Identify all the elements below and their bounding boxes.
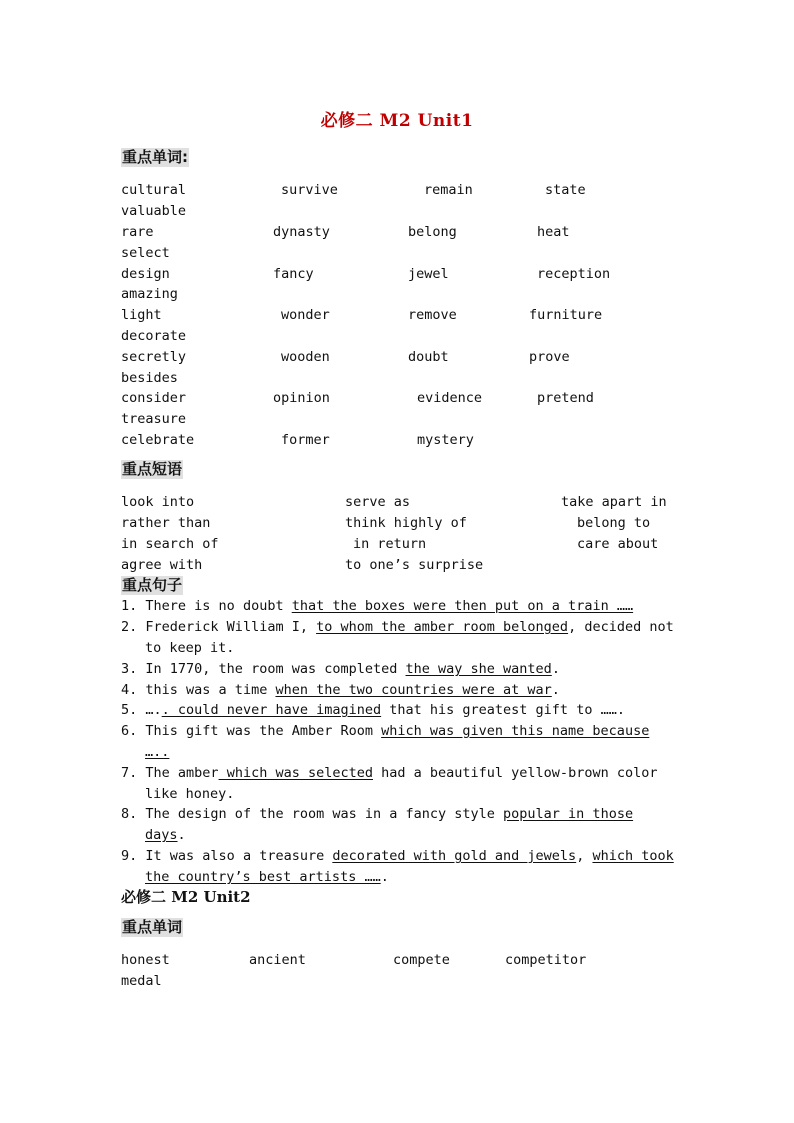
sentence-4	[121, 681, 560, 699]
word: select	[121, 245, 170, 261]
sentence-9-continued	[145, 868, 389, 886]
sentence-key-part: …..	[145, 744, 170, 760]
sentence-key-part: decorated with gold and jewels	[332, 848, 577, 864]
word: survive	[281, 182, 338, 198]
sentence-key-part: the country’s best artists ……	[145, 869, 381, 885]
word: competitor	[505, 952, 587, 968]
sentence-6-continued	[145, 743, 169, 761]
word: celebrate	[121, 432, 195, 448]
word: remain	[424, 182, 473, 198]
sentence-key-part: . could never have imagined	[161, 702, 382, 718]
sentence-text: The design of the room was in a fancy style	[145, 806, 504, 822]
unit2-title: 必修二 M2 Unit2	[121, 888, 251, 906]
word: prove	[529, 349, 570, 365]
sentence-text: ….	[145, 702, 162, 718]
sentence-text: .	[551, 682, 560, 698]
sentence-text: It was also a treasure	[145, 848, 333, 864]
sentence-5	[121, 701, 625, 719]
phrase: rather than	[121, 515, 211, 531]
word: remove	[408, 307, 457, 323]
sentence-number: 9.	[121, 848, 138, 864]
phrase: to one’s surprise	[345, 557, 484, 573]
sentence-key-part: the way she wanted	[405, 661, 552, 677]
sentence-text: The amber	[145, 765, 219, 781]
word: treasure	[121, 411, 187, 427]
sentence-key-part: when the two countries were at war	[275, 682, 552, 698]
key-phrases-heading: 重点短语	[122, 460, 183, 478]
sentence-key-part: which was selected	[218, 765, 373, 781]
sentence-text: had a beautiful yellow-brown color	[373, 765, 658, 781]
sentence-number: 1.	[121, 598, 138, 614]
sentence-key-part: days	[145, 827, 178, 843]
sentence-key-part: that the boxes were then put on a train ……	[291, 598, 634, 614]
sentence-1	[121, 597, 633, 615]
phrase: look into	[121, 494, 195, 510]
word: heat	[537, 224, 570, 240]
sentence-2	[121, 618, 674, 636]
sentence-text: There is no doubt	[145, 598, 292, 614]
sentence-text: .	[380, 869, 389, 885]
word: valuable	[121, 203, 187, 219]
sentence-number: 5.	[121, 702, 138, 718]
phrase: belong to	[577, 515, 651, 531]
sentence-7-continued: like honey.	[145, 786, 235, 802]
key-words-heading: 重点单词:	[122, 148, 188, 166]
sentence-text: In 1770, the room was completed	[145, 661, 406, 677]
phrase: serve as	[345, 494, 411, 510]
word: former	[281, 432, 330, 448]
word: wooden	[281, 349, 330, 365]
word: consider	[121, 390, 187, 406]
sentence-3	[121, 660, 560, 678]
sentence-text: .	[551, 661, 560, 677]
sentence-text: this was a time	[145, 682, 276, 698]
sentence-7	[121, 764, 657, 782]
word: dynasty	[273, 224, 330, 240]
word: furniture	[529, 307, 603, 323]
sentence-key-part: which was given this name because	[381, 723, 650, 739]
word: jewel	[408, 266, 449, 282]
sentence-text: Frederick William I,	[145, 619, 317, 635]
sentence-number: 7.	[121, 765, 138, 781]
word: opinion	[273, 390, 330, 406]
sentence-number: 6.	[121, 723, 138, 739]
sentence-key-part: which took	[592, 848, 674, 864]
sentence-6	[121, 722, 649, 740]
word: compete	[393, 952, 450, 968]
word: light	[121, 307, 162, 323]
phrase: agree with	[121, 557, 203, 573]
unit2-key-words-heading: 重点单词	[122, 918, 183, 936]
phrase: in return	[353, 536, 427, 552]
sentence-number: 4.	[121, 682, 138, 698]
word: wonder	[281, 307, 330, 323]
word: doubt	[408, 349, 449, 365]
phrase: in search of	[121, 536, 219, 552]
word: besides	[121, 370, 178, 386]
word: evidence	[417, 390, 483, 406]
key-sentences-heading: 重点句子	[122, 576, 183, 594]
sentence-text: This gift was the Amber Room	[145, 723, 382, 739]
sentence-number: 8.	[121, 806, 138, 822]
word: fancy	[273, 266, 314, 282]
word: secretly	[121, 349, 187, 365]
sentence-number: 3.	[121, 661, 138, 677]
word: amazing	[121, 286, 178, 302]
sentence-text: ,	[576, 848, 593, 864]
word: ancient	[249, 952, 306, 968]
word: medal	[121, 973, 162, 989]
word: design	[121, 266, 170, 282]
word: belong	[408, 224, 457, 240]
word: state	[545, 182, 586, 198]
sentence-2-continued: to keep it.	[145, 640, 235, 656]
sentence-8	[121, 805, 633, 823]
word: rare	[121, 224, 154, 240]
sentence-text: , decided not	[568, 619, 674, 635]
sentence-9	[121, 847, 674, 865]
phrase: take apart in	[561, 494, 667, 510]
sentence-8-continued	[145, 826, 186, 844]
sentence-number: 2.	[121, 619, 138, 635]
phrase: care about	[577, 536, 659, 552]
word: mystery	[417, 432, 474, 448]
page-title: 必修二 M2 Unit1	[320, 111, 474, 131]
word: honest	[121, 952, 170, 968]
word: cultural	[121, 182, 187, 198]
word: reception	[537, 266, 611, 282]
sentence-text: .	[177, 827, 186, 843]
phrase: think highly of	[345, 515, 467, 531]
word: decorate	[121, 328, 187, 344]
sentence-text: that his greatest gift to …….	[381, 702, 625, 718]
word: pretend	[537, 390, 594, 406]
sentence-key-part: to whom the amber room belonged	[316, 619, 569, 635]
sentence-key-part: popular in those	[503, 806, 634, 822]
